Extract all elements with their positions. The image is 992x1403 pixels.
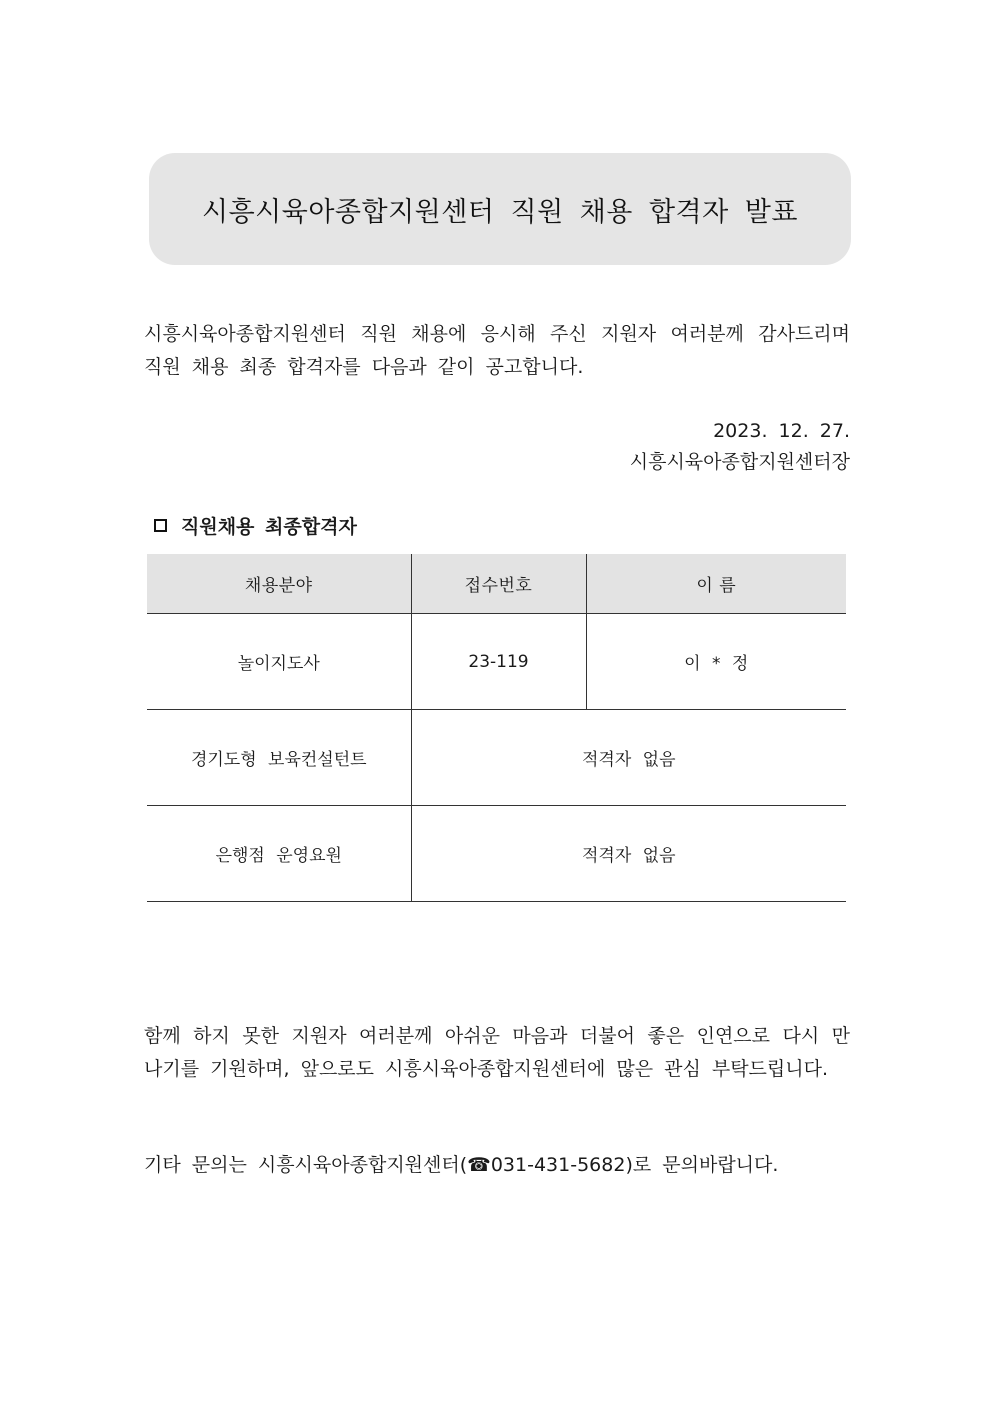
header-field: 채용분야: [147, 554, 411, 614]
cell-note: 적격자 없음: [411, 806, 846, 902]
section-heading: [154, 512, 357, 539]
section-title: 직원채용 최종합격자: [181, 516, 357, 538]
phone-number: 031-431-5682: [490, 1154, 626, 1176]
result-table: [147, 554, 846, 902]
cell-field: 경기도형 보육컨설턴트: [147, 710, 411, 806]
announcement-date: 2023. 12. 27.: [713, 420, 850, 442]
contact-prefix: 기타 문의는 시흥시육아종합지원센터(: [144, 1154, 468, 1176]
cell-note: 적격자 없음: [411, 710, 846, 806]
intro-paragraph: 시흥시육아종합지원센터 직원 채용에 응시해 주신 지원자 여러분께 감사드리며 직원 채용 최종 합격자를 다음과 같이 공고합니다.: [144, 323, 850, 378]
cell-name: 이 * 정: [586, 614, 846, 710]
phone-icon: ☎: [467, 1154, 491, 1176]
issuer: 시흥시육아종합지원센터장: [629, 451, 850, 473]
cell-number: 23-119: [411, 614, 586, 710]
contact-line: [144, 1149, 850, 1182]
contact-suffix: )로 문의바랍니다.: [625, 1154, 779, 1176]
header-number: 접수번호: [411, 554, 586, 614]
cell-field: 은행점 운영요원: [147, 806, 411, 902]
table-row: [147, 710, 846, 806]
table-row: [147, 806, 846, 902]
table-row: [147, 614, 846, 710]
header-name: 이 름: [586, 554, 846, 614]
date-block: [630, 416, 850, 478]
table-header-row: [147, 554, 846, 614]
page-title: 시흥시육아종합지원센터 직원 채용 합격자 발표: [202, 196, 798, 228]
closing-paragraph: 함께 하지 못한 지원자 여러분께 아쉬운 마음과 더불어 좋은 인연으로 다시 만나기를 기원하며, 앞으로도 시흥시육아종합지원센터에 많은 관심 부탁드립니다.: [144, 1025, 850, 1080]
title-box: [149, 153, 851, 265]
cell-field: 놀이지도사: [147, 614, 411, 710]
square-bullet-icon: [154, 519, 167, 532]
